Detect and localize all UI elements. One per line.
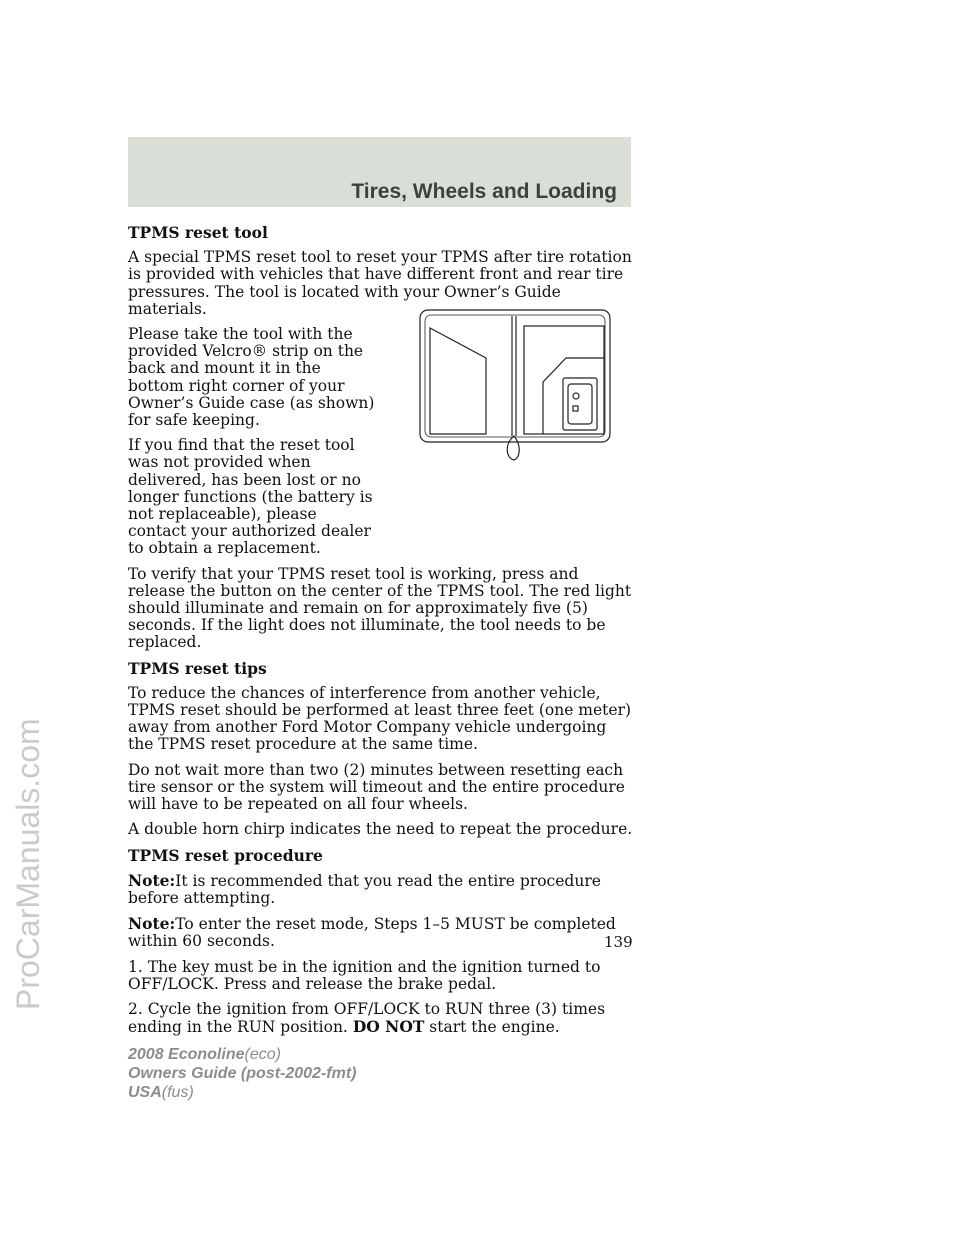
paragraph: To reduce the chances of interference from another vehicle, TPMS reset should be performed at least three feet (one meter) away from another Ford Motor Company vehicle undergoing the TPMS reset procedure at the same time. (128, 683, 632, 754)
watermark: ProCarManuals.com (10, 718, 46, 1010)
paragraph: A double horn chirp indicates the need to repeat the procedure. (128, 820, 633, 839)
paragraph: Please take the tool with the provided Velcro® strip on the back and mount it in the bottom right corner of your Owner’s Guide case (as shown) for safe keeping. (128, 325, 375, 430)
step-2-text: 2. Cycle the ignition from OFF/LOCK to RUN three (3) times ending in the RUN position. (128, 999, 606, 1037)
section-heading-reset-procedure: TPMS reset procedure (128, 845, 323, 865)
footer-line-3: USA(fus) (128, 1084, 194, 1101)
paragraph: A special TPMS reset tool to reset your TPMS after tire rotation is provided with vehicles that have different front and rear tire pressures. The tool is located with your Owner’s Guide materials. (128, 248, 632, 318)
page-number: 139 (604, 933, 633, 951)
paragraph: To verify that your TPMS reset tool is working, press and release the button on the center of the TPMS tool. The red light should illuminate and remain on for approximately five (5) seconds. If the light does not illuminate, the tool needs to be replaced. (128, 564, 632, 652)
page-content (128, 224, 633, 1044)
note-label: Note: (128, 870, 176, 890)
section-title: Tires, Wheels and Loading (351, 180, 617, 203)
section-heading-reset-tips: TPMS reset tips (128, 658, 267, 678)
paragraph: Do not wait more than two (2) minutes between resetting each tire sensor or the system will timeout and the entire procedure will have to be repeated on all four wheels. (128, 760, 625, 814)
step-2-emphasis: DO NOT (352, 1017, 425, 1037)
document-footer (128, 1045, 356, 1102)
step-2 (128, 1001, 633, 1036)
note-text: It is recommended that you read the entire procedure before attempting. (128, 871, 601, 907)
footer-line-2: Owners Guide (post-2002-fmt) (128, 1065, 357, 1082)
section-heading-reset-tool: TPMS reset tool (128, 223, 268, 242)
step-2-tail: start the engine. (429, 1018, 560, 1037)
note-text: To enter the reset mode, Steps 1–5 MUST be completed within 60 seconds. (128, 915, 616, 951)
footer-line-1: 2008 Econoline(eco) (128, 1046, 281, 1063)
note (128, 872, 633, 907)
section-header-band (128, 137, 631, 207)
note-label: Note: (128, 914, 176, 934)
step-1: 1. The key must be in the ignition and the ignition turned to OFF/LOCK. Press and release the brake pedal. (128, 957, 601, 993)
paragraph: If you find that the reset tool was not provided when delivered, has been lost or no longer functions (the battery is not replaceable), please contact your authorized dealer to obtain a replacement. (128, 436, 373, 558)
note (128, 915, 633, 950)
